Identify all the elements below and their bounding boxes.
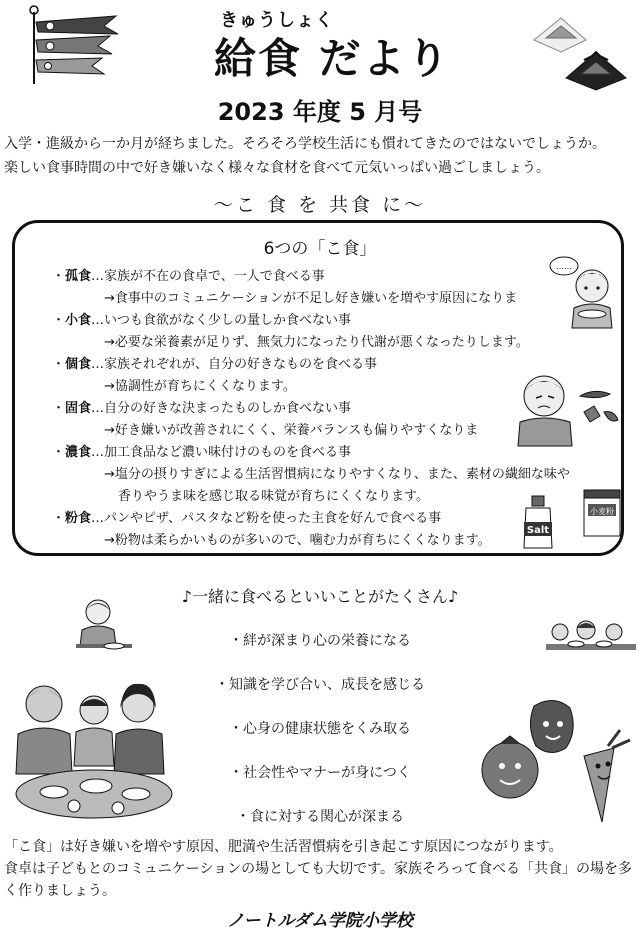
motto-heading: 〜こ 食 を 共食 に〜 <box>213 194 427 216</box>
benefit-item: ・知識を学び合い、成長を感じる <box>215 677 425 693</box>
boy-eating-alone-illustration <box>548 252 628 332</box>
flour-bag-illustration <box>580 486 624 538</box>
vegetable-characters-illustration <box>474 696 634 826</box>
closing-paragraph <box>4 836 636 902</box>
list-item-effect-cont: 香りやうま味を感じ取る味覚が育ちにくくなります。 <box>118 489 429 504</box>
list-item: ・孤食…家族が不在の食卓で、一人で食べる事 <box>52 269 325 284</box>
list-item-effect: →塩分の摂りすぎによる生活習慣病になりやすくなり、また、素材の繊細な味や <box>104 467 570 482</box>
boy-disliking-food-illustration <box>514 366 624 446</box>
intro-line-1: 入学・進級から一か月が経ちました。そろそろ学校生活にも慣れてきたのではないでしょうか。 <box>4 136 606 152</box>
benefit-item: ・絆が深まり心の栄養になる <box>229 633 411 649</box>
page-title: 給食 だより <box>214 34 451 83</box>
list-item-effect: →協調性が育ちにくくなります。 <box>104 379 296 394</box>
benefit-item: ・心身の健康状態をくみ取る <box>229 721 411 737</box>
salt-label: Salt <box>526 525 550 536</box>
issue-label: 2023 年度 5 月号 <box>217 98 423 126</box>
list-item-effect: →粉物は柔らかいものが多いので、噛む力が育ちにくくなります。 <box>104 533 491 548</box>
closing-line-1: 「こ食」は好き嫌いを増やす原因、肥満や生活習慣病を引き起こす原因につながります。 <box>4 839 563 855</box>
benefit-item: ・食に対する関心が深まる <box>236 809 404 825</box>
list-item: ・個食…家族それぞれが、自分の好きなものを食べる事 <box>52 357 378 372</box>
list-item: ・粉食…パンやピザ、パスタなど粉を使った主食を好んで食べる事 <box>52 511 442 526</box>
list-item: ・小食…いつも食欲がなく少しの量しか食べない事 <box>52 313 352 328</box>
flour-label: 小麦粉 <box>590 507 614 516</box>
list-item: ・固食…自分の好きな決まったものしか食べない事 <box>52 401 352 416</box>
list-item-effect: →必要な栄養素が足りず、無気力になったり代謝が悪くなったりします。 <box>104 335 529 350</box>
list-item: ・濃食…加工食品など濃い味付けのものを食べる事 <box>52 445 352 460</box>
koinobori-illustration <box>26 2 136 87</box>
benefits-title: ♪一緒に食べるといいことがたくさん♪ <box>181 587 459 606</box>
benefit-item: ・社会性やマナーが身につく <box>229 765 411 781</box>
salt-bottle-illustration <box>518 492 562 550</box>
bubble-text: …… <box>556 262 572 271</box>
school-name: ノートルダム学院小学校 <box>227 911 413 931</box>
koshoku-box-title: 6つの「こ食」 <box>263 239 377 259</box>
intro-line-2: 楽しい食事時間の中で好き嫌いなく様々な食材を食べて元気いっぱい過ごしましょう。 <box>4 160 550 176</box>
closing-line-3: く作りましょう。 <box>4 883 116 899</box>
kabuto-illustration <box>526 0 636 100</box>
list-item-effect: →食事中のコミュニケーションが不足し好き嫌いを増やす原因になりま <box>104 291 518 306</box>
family-dinner-illustration <box>14 674 174 824</box>
title-ruby: きゅうしょく <box>220 10 334 31</box>
intro-paragraph <box>4 132 636 180</box>
closing-line-2: 食卓は子どもとのコミュニケーションの場としても大切です。家族そろって食べる「共食」の場を多 <box>4 861 633 877</box>
list-item-effect: →好き嫌いが改善されにくく、栄養バランスも偏りやすくなりま <box>104 423 479 438</box>
